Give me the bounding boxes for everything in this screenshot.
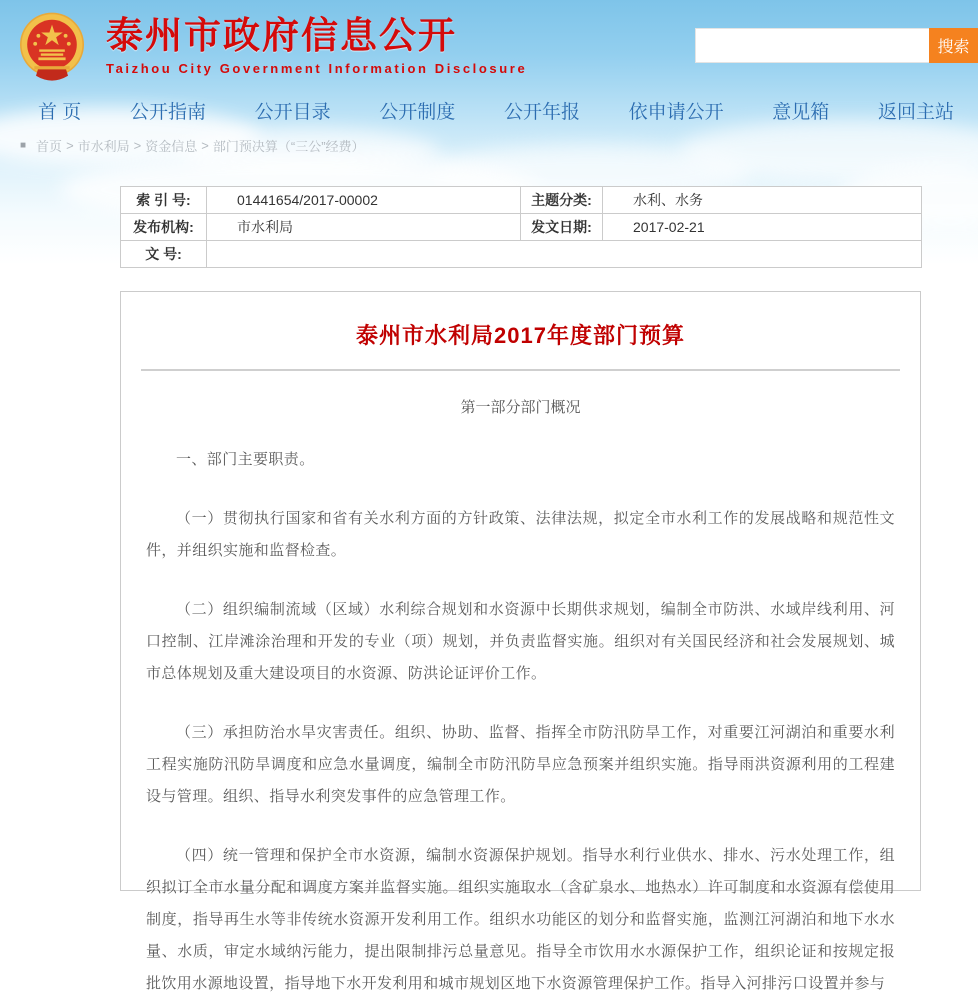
meta-label-topic-category: 主题分类: <box>521 187 603 214</box>
document-meta-table <box>120 186 922 268</box>
breadcrumb-current-page[interactable]: 部门预决算（“三公”经费） <box>212 139 365 154</box>
section-heading: 第一部分部门概况 <box>460 399 581 416</box>
table-row <box>121 187 922 214</box>
main-nav <box>0 97 978 124</box>
meta-value-issuing-agency: 市水利局 <box>207 214 521 241</box>
paragraph-duty-4: （四）统一管理和保护全市水资源，编制水资源保护规划。指导水利行业供水、排水、污水处理工作，组织拟订全市水量分配和调度方案并监督实施。组织实施取水（含矿泉水、地热水）许可制度和水资源有偿使用制度，指导再生水等非传统水资源开发利用工作。组织水功能区的划分和监督实施，监测江河湖泊和地下水水量、水质，审定水域纳污能力，提出限制排污总量意见。指导全市饮用水水源保护工作，组织论证和按规定报批饮用水源地设置，指导地下水开发利用和城市规划区地下水资源管理保护工作。指导入河排污口设置并参与 <box>146 847 895 992</box>
breadcrumb-separator: > <box>133 138 142 153</box>
breadcrumb-water-bureau[interactable]: 市水利局 <box>77 139 130 154</box>
nav-item-suggestion-box[interactable]: 意见箱 <box>772 102 830 123</box>
nav-item-annual-report[interactable]: 公开年报 <box>503 102 580 123</box>
paragraph-duty-3: （三）承担防治水旱灾害责任。组织、协助、监督、指挥全市防汛防旱工作，对重要江河湖泊和重要水利工程实施防汛防旱调度和应急水量调度，编制全市防汛防旱应急预案并组织实施。指导雨洪资源利用的工程建设与管理。组织、指导水利突发事件的应急管理工作。 <box>146 724 895 805</box>
paragraph-main-duties: 一、部门主要职责。 <box>176 451 315 468</box>
meta-value-index-number: 01441654/2017-00002 <box>207 187 521 214</box>
table-row <box>121 214 922 241</box>
national-emblem-logo[interactable] <box>12 6 92 88</box>
document-body <box>121 444 920 1000</box>
meta-value-issue-date: 2017-02-21 <box>603 214 922 241</box>
nav-item-catalog[interactable]: 公开目录 <box>254 102 331 123</box>
table-row <box>121 241 922 268</box>
breadcrumb-separator: > <box>66 138 74 153</box>
paragraph-duty-2: （二）组织编制流域（区域）水利综合规划和水资源中长期供求规划，编制全市防洪、水域岸线利用、河口控制、江岸滩涂治理和开发的专业（项）规划，并负责监督实施。组织对有关国民经济和社会发展规划、城市总体规划及重大建设项目的水资源、防洪论证评价工作。 <box>146 601 895 682</box>
breadcrumb <box>20 136 365 155</box>
nav-item-guide[interactable]: 公开指南 <box>129 102 206 123</box>
site-brand <box>12 6 527 88</box>
meta-value-doc-number <box>207 241 922 268</box>
document-content-box <box>120 291 921 992</box>
meta-label-doc-number: 文 号: <box>121 241 207 268</box>
meta-label-issuing-agency: 发布机构: <box>121 214 207 241</box>
title-divider <box>141 369 900 371</box>
site-title: 泰州市政府信息公开 <box>106 15 457 56</box>
search-bar <box>695 28 978 63</box>
search-input[interactable] <box>695 28 929 63</box>
breadcrumb-bullet-icon: ■ <box>20 140 27 151</box>
meta-value-topic-category: 水利、水务 <box>603 187 922 214</box>
meta-label-issue-date: 发文日期: <box>521 214 603 241</box>
nav-item-back-to-main[interactable]: 返回主站 <box>877 102 954 123</box>
nav-item-apply[interactable]: 依申请公开 <box>628 102 724 123</box>
nav-item-rules[interactable]: 公开制度 <box>379 102 456 123</box>
breadcrumb-separator: > <box>201 138 209 153</box>
search-button[interactable]: 搜索 <box>929 28 978 63</box>
breadcrumb-funds-info[interactable]: 资金信息 <box>145 139 198 154</box>
site-subtitle: Taizhou City Government Information Disclosure <box>106 61 528 76</box>
document-title: 泰州市水利局2017年度部门预算 <box>356 323 685 348</box>
paragraph-duty-1: （一）贯彻执行国家和省有关水利方面的方针政策、法律法规，拟定全市水利工作的发展战略和规范性文件，并组织实施和监督检查。 <box>146 510 895 559</box>
nav-item-home[interactable]: 首 页 <box>38 102 82 123</box>
breadcrumb-home[interactable]: 首页 <box>36 139 63 154</box>
meta-label-index-number: 索 引 号: <box>121 187 207 214</box>
